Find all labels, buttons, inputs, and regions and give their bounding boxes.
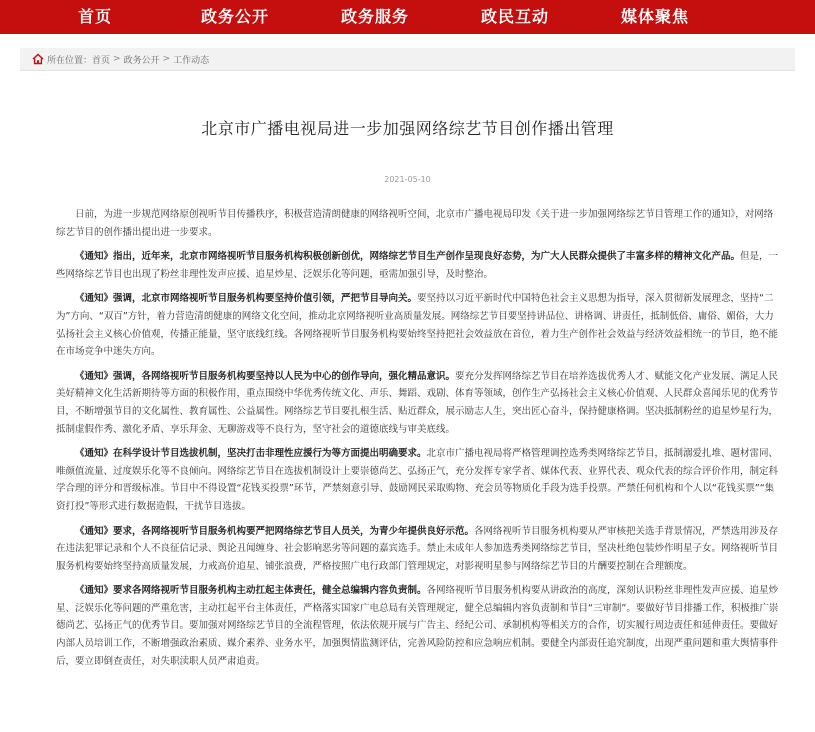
paragraph-lead: 《通知》要求各网络视听节目服务机构主动扛起主体责任，健全总编辑内容负责制。 [75, 585, 427, 597]
paragraph-text: 但是，一些网络综艺节目也出现了粉丝非理性发声应援、追星炒星、泛娱乐化等问题，亟需加强引导，及时整治。 [56, 251, 779, 280]
home-icon [32, 53, 44, 65]
article-title: 北京市广播电视局进一步加强网络综艺节目创作播出管理 [201, 119, 614, 138]
breadcrumb-separator: > [113, 54, 121, 64]
article-paragraph [56, 368, 780, 438]
nav-item-gov-affairs-open[interactable]: 政务公开 [200, 7, 269, 26]
breadcrumb-prefix: 所在位置： [47, 55, 93, 66]
breadcrumb-work-news[interactable]: 工作动态 [173, 55, 210, 66]
paragraph-text: 各网络视听节目服务机构要从严审核把关选手背景情况，严禁选用涉及存在违法犯罪记录和个人不良征信记录、舆论丑闻缠身、社会影响恶劣等问题的嘉宾选手。禁止未成年人参加选秀类网络综艺节目，坚决杜绝包装炒作明星子女。网络视听节目服务机构要始终坚持高质量发展，力戒高价追星、铺张浪费，严格按照广电行政部门管理规定，对影视明星参与网络综艺节目的片酬要控制在合理额度。 [56, 525, 779, 572]
paragraph-text: 北京市广播电视局将严格管理调控选秀类网络综艺节目，抵制溺爱扎堆、题材雷同、唯颜值流量、过度娱乐化等不良倾向。网络综艺节目在选拔机制设计上要崇德尚艺、弘扬正气，充分发挥专家学者、媒体代表、业界代表、观众代表的综合评价作用，制定科学合理的评分和晋级标准。节目中不得设置“花钱买投票”环节，严禁刻意引导、鼓励网民采取购物、充会员等物质化手段为选手投票。严禁任何机构和个人以“花钱买票”“集资打投”等形式进行数据造假，干扰节目选拔。 [56, 448, 779, 512]
paragraph-lead: 《通知》强调，北京市网络视听节目服务机构要坚持价值引领，严把节目导向关。 [75, 293, 418, 305]
article-date: 2021-05-10 [384, 175, 431, 184]
article-content [56, 206, 780, 670]
top-nav [0, 0, 815, 34]
nav-item-home[interactable]: 首页 [77, 7, 112, 26]
paragraph-text: 要充分发挥网络综艺节目在培养选拔优秀人才、赋能文化产业发展、满足人民美好精神文化生活新期待等方面的积极作用，重点围绕中华优秀传统文化、声乐、舞蹈、戏剧、体育等领域，创作生产弘扬社会主义核心价值观、人民群众喜闻乐见的优秀节目，不断增强节目的文化属性、教育属性、公益属性。网络综艺节目要扎根生活、贴近群众，展示励志人生，突出匠心奋斗，保持健康格调。坚决抵制粉丝的追星炒星行为，抵制虚假作秀、激化矛盾、享乐拜金、无聊游戏等不良行为，坚守社会的道德底线与审美底线。 [56, 370, 779, 435]
paragraph-lead: 《通知》指出，近年来，北京市网络视听节目服务机构积极创新创优，网络综艺节目生产创作呈现良好态势，为广大人民群众提供了丰富多样的精神文化产品。 [75, 251, 741, 263]
article-paragraph [56, 523, 780, 576]
article-paragraph [56, 582, 780, 670]
paragraph-text: 日前，为进一步规范网络原创视听节目传播秩序，积极营造清朗健康的网络视听空间，北京市广播电视局印发《关于进一步加强网络综艺节目管理工作的通知》，对网络综艺节目的创作播出提出进一步要求。 [56, 209, 774, 238]
article-paragraph [56, 445, 780, 515]
nav-item-gov-services[interactable]: 政务服务 [340, 7, 409, 26]
paragraph-lead: 《通知》要求，各网络视听节目服务机构要严把网络综艺节目人员关，为青少年提供良好示范。 [75, 525, 475, 537]
breadcrumb-gov-affairs-open[interactable]: 政务公开 [123, 55, 160, 66]
paragraph-text: 要坚持以习近平新时代中国特色社会主义思想为指导，深入贯彻新发展理念，坚持“二为”方向、“双百”方针，着力营造清朗健康的网络文化空间，推动北京网络视听业高质量发展。网络综艺节目要坚持讲品位、讲格调、讲责任，抵制低俗、庸俗、媚俗，大力弘扬社会主义核心价值观，传播正能量，坚守底线红线。各网络视听节目服务机构要始终坚持把社会效益放在首位，着力生产创作社会效益与经济效益相统一的节目，绝不能在市场竞争中迷失方向。 [56, 293, 779, 358]
article-paragraph [56, 290, 780, 360]
breadcrumb [20, 48, 795, 71]
nav-item-media-focus[interactable]: 媒体聚焦 [620, 7, 689, 26]
article-paragraph [56, 248, 780, 283]
nav-item-interaction[interactable]: 政民互动 [480, 7, 549, 26]
paragraph-lead: 《通知》强调，各网络视听节目服务机构要坚持以人民为中心的创作导向，强化精品意识。 [75, 370, 456, 382]
paragraph-text: 各网络视听节目服务机构要从讲政治的高度，深刻认识粉丝非理性发声应援、追星炒星、泛娱乐化等问题的严重危害，主动扛起平台主体责任，严格落实国家广电总局有关管理规定，健全总编辑内容负责制和节目“三审制”。要做好节目排播工作，积极推广崇德尚艺、弘扬正气的优秀节目。要加强对网络综艺节目的全流程管理，依法依规开展与广告主、经纪公司、承制机构等相关方的合作，切实履行周边责任和延伸责任。要做好内部人员培训工作，不断增强政治素质、媒介素养、业务水平，加强舆情监测评估，完善风险防控和应急响应机制。要健全内部责任追究制度，出现严重问题和重大舆情事件后，要立即倒查责任，对失职渎职人员严肃追责。 [56, 585, 779, 667]
breadcrumb-separator: > [162, 54, 171, 64]
article-paragraph [56, 206, 780, 241]
breadcrumb-home[interactable]: 首页 [92, 55, 111, 66]
paragraph-lead: 《通知》在科学设计节目选拔机制，坚决打击非理性应援行为等方面提出明确要求。 [75, 448, 427, 460]
